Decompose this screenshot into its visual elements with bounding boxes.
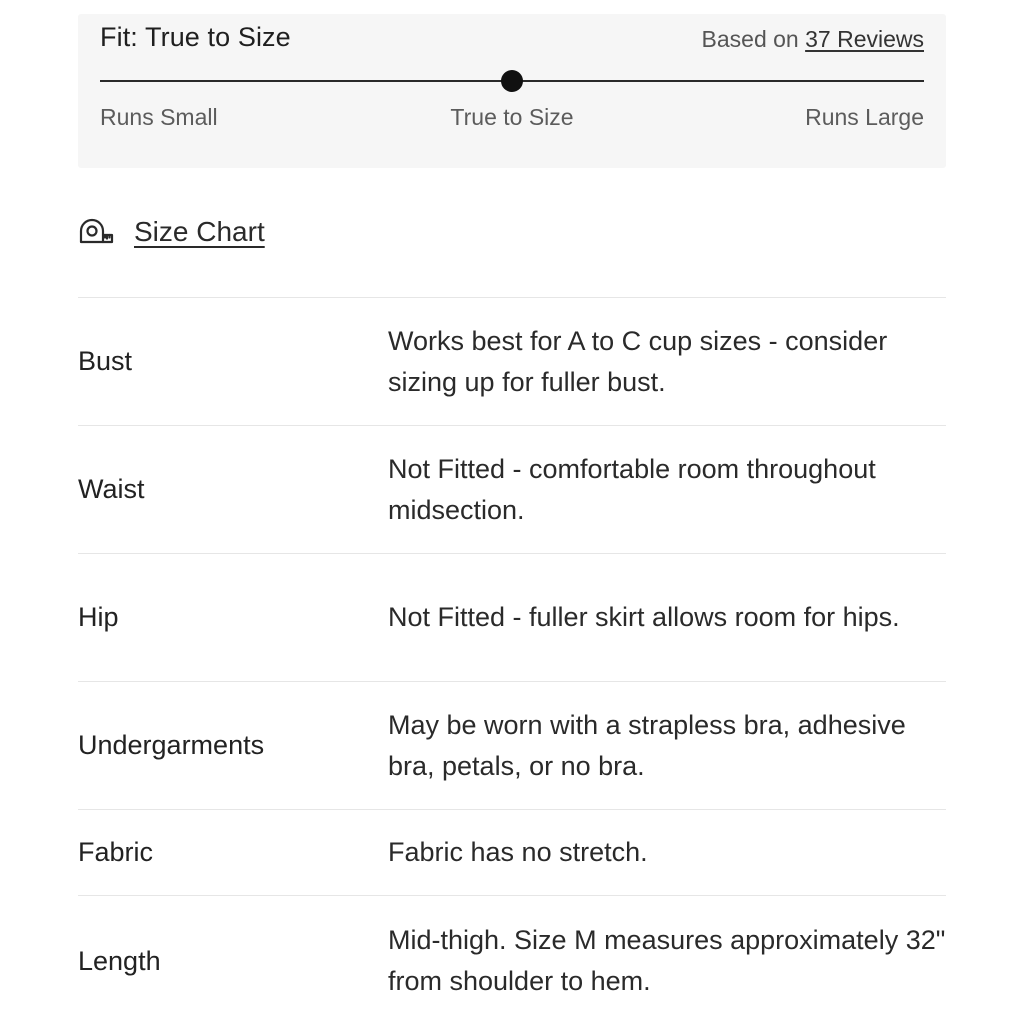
fit-scale-marker: [501, 70, 523, 92]
size-chart-link[interactable]: [78, 212, 265, 252]
attribute-name: Waist: [78, 474, 145, 504]
reviews-summary: [702, 26, 924, 53]
attribute-name: Bust: [78, 346, 133, 376]
fit-label-runs-large: Runs Large: [805, 104, 924, 130]
attribute-row-waist: [78, 426, 946, 554]
fit-label-runs-small: Runs Small: [100, 104, 218, 130]
fit-label-true-to-size: True to Size: [450, 104, 574, 130]
attribute-value: Not Fitted - comfortable room throughout midsection.: [388, 453, 876, 525]
attribute-name: Undergarments: [78, 730, 265, 760]
attribute-row-hip: [78, 554, 946, 682]
measuring-tape-icon: [78, 217, 114, 247]
reviews-link[interactable]: 37 Reviews: [805, 26, 924, 52]
attribute-value: Not Fitted - fuller skirt allows room for hips.: [388, 602, 900, 632]
attribute-row-length: [78, 896, 946, 1024]
attribute-name: Length: [78, 945, 161, 976]
fit-title: Fit: True to Size: [100, 22, 291, 52]
attribute-value: May be worn with a strapless bra, adhesive bra, petals, or no bra.: [388, 709, 906, 781]
fit-summary-card: [78, 14, 946, 168]
reviews-prefix: Based on: [701, 26, 806, 52]
fit-attributes-table: [78, 297, 946, 1024]
attribute-value: Mid-thigh. Size M measures approximately 32" from shoulder to hem.: [388, 925, 946, 996]
size-chart-label[interactable]: Size Chart: [134, 216, 265, 247]
attribute-value: Works best for A to C cup sizes - consider sizing up for fuller bust.: [388, 325, 888, 397]
attribute-value: Fabric has no stretch.: [388, 837, 648, 867]
attribute-name: Fabric: [78, 837, 154, 867]
attribute-row-bust: [78, 298, 946, 426]
fit-scale-track: [100, 80, 924, 82]
attribute-name: Hip: [78, 602, 119, 632]
attribute-row-fabric: [78, 810, 946, 896]
attribute-row-undergarments: [78, 682, 946, 810]
